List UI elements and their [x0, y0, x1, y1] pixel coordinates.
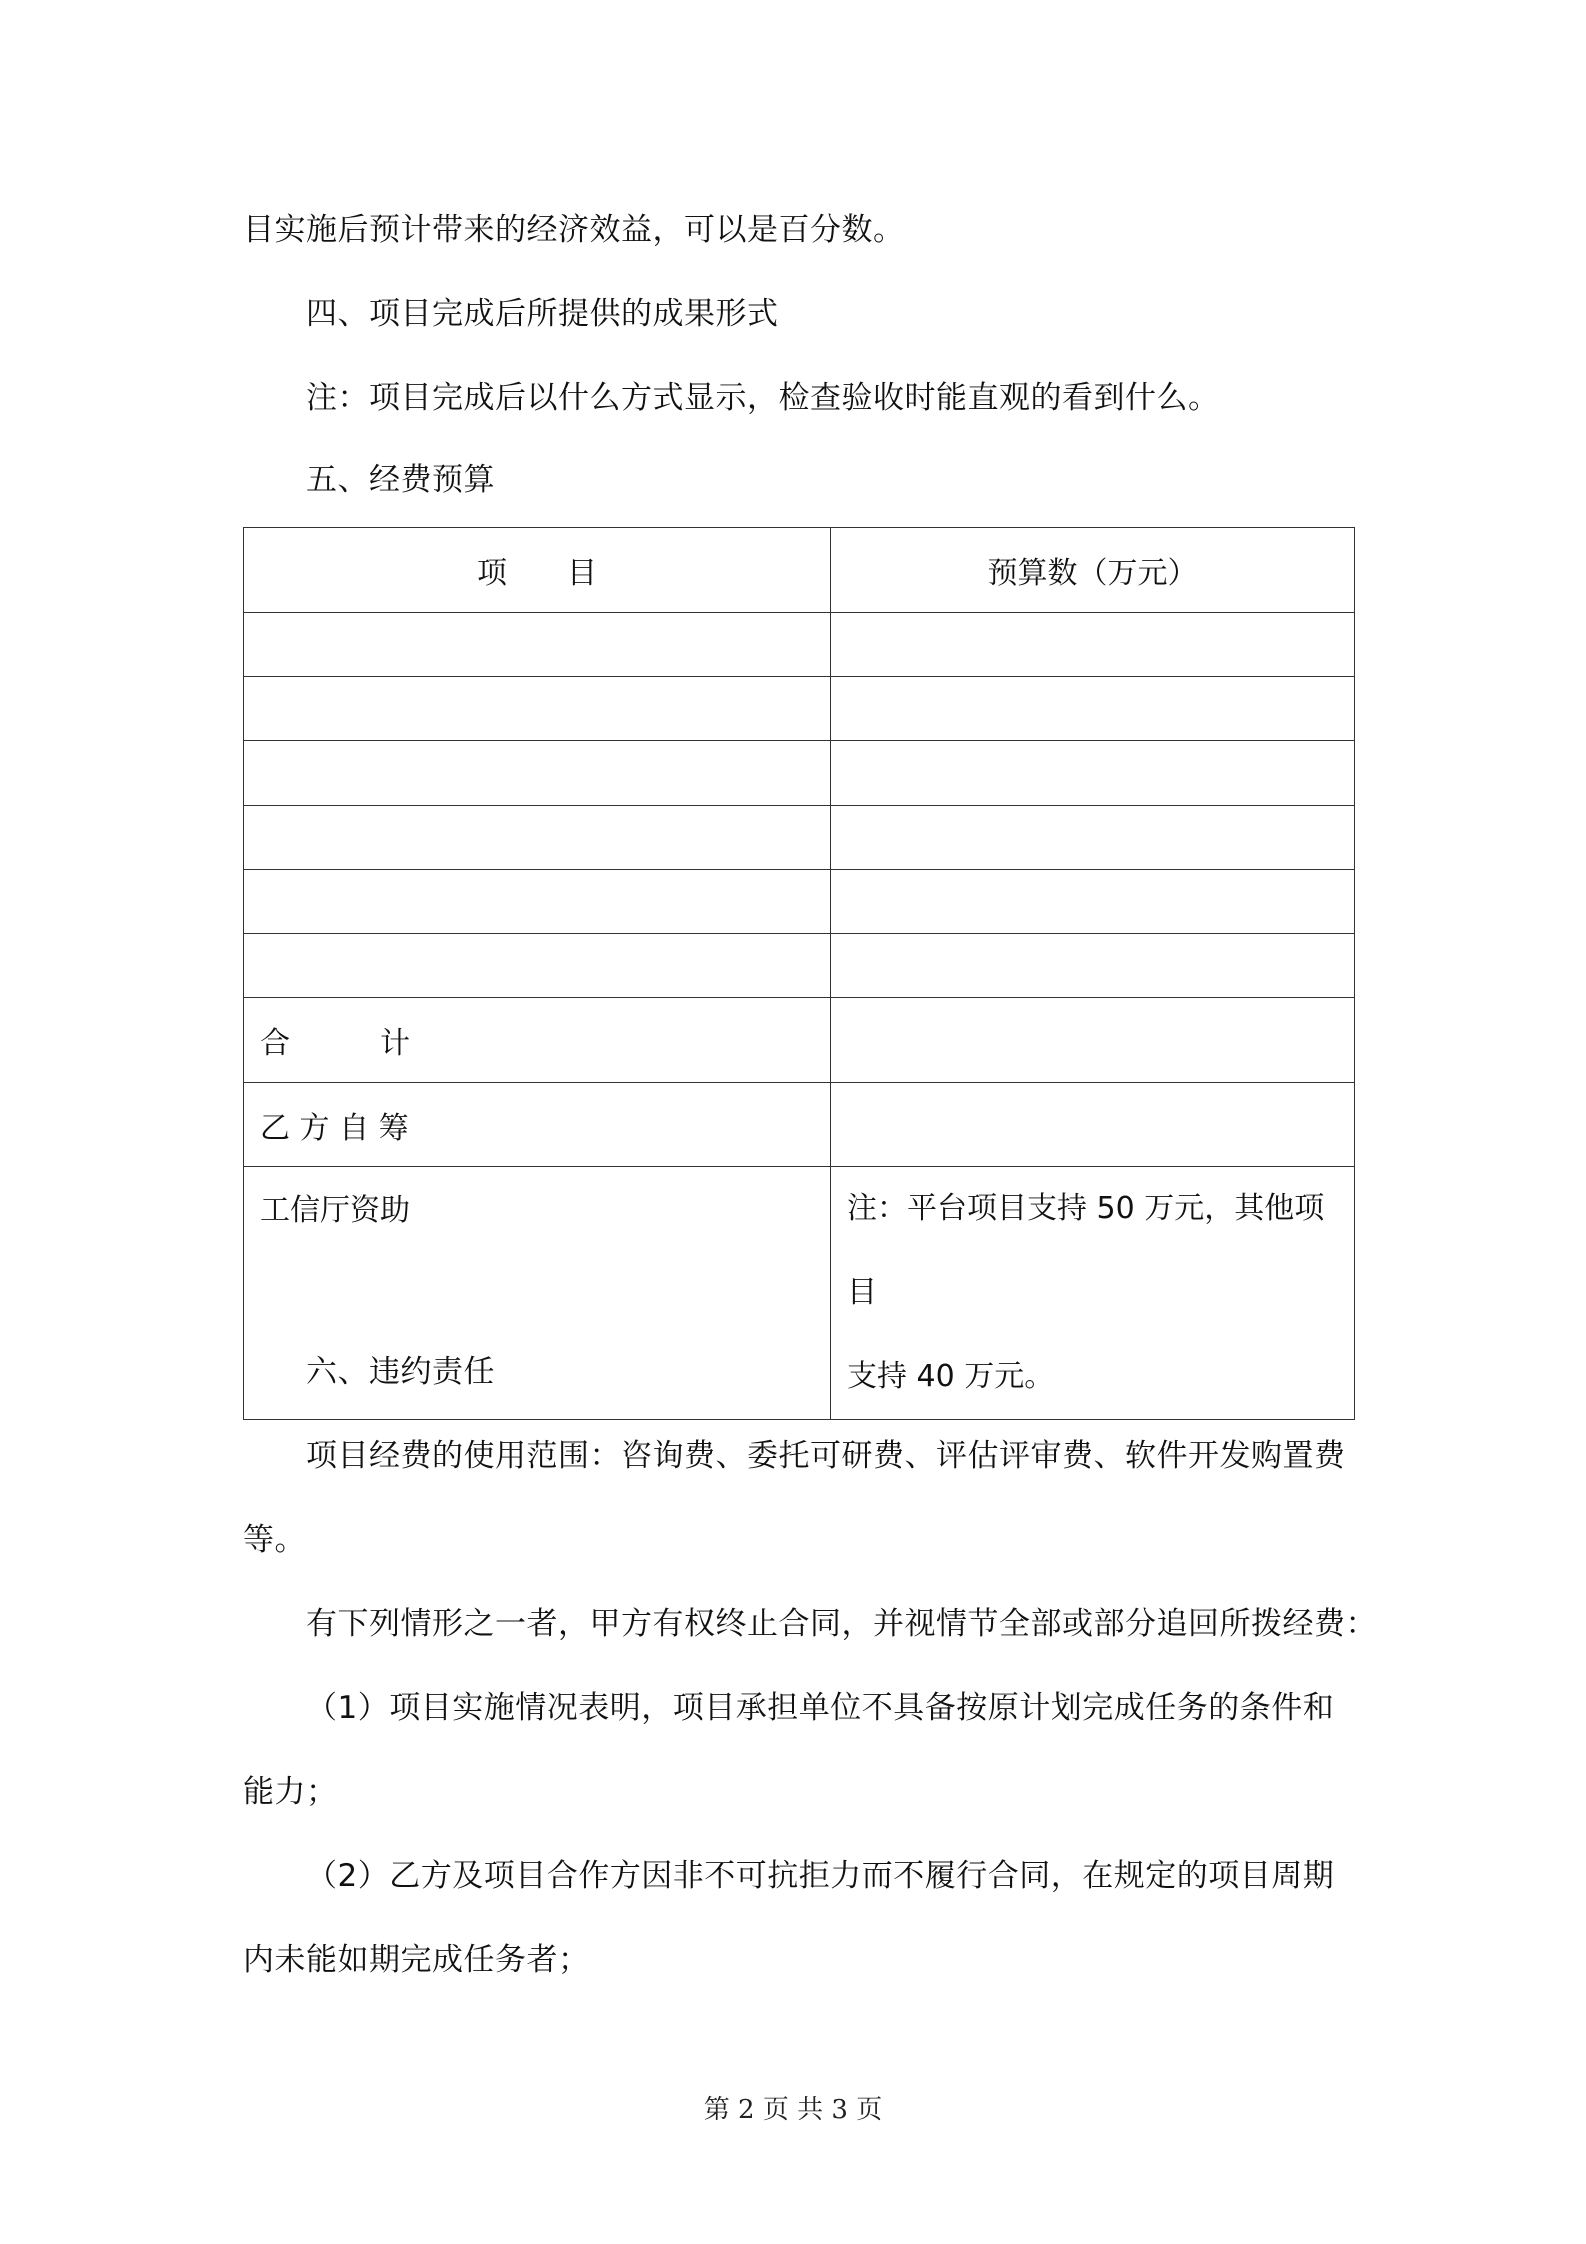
clause-2-line-1: （2）乙方及项目合作方因非不可抗拒力而不履行合同，在规定的项目周期	[306, 1858, 1335, 1894]
table-header-row	[244, 528, 1355, 613]
table-cell	[244, 677, 831, 741]
note-section-4: 注：项目完成后以什么方式显示，检查验收时能直观的看到什么。	[306, 380, 1220, 416]
aid-label: 工信厅资助	[244, 1167, 831, 1420]
clause-1-line-2: 能力；	[243, 1774, 338, 1810]
self-raised-label: 乙 方 自 筹	[244, 1083, 831, 1167]
table-cell	[831, 613, 1355, 677]
table-cell	[831, 870, 1355, 934]
budget-table	[243, 527, 1355, 1420]
clause-1-line-1: （1）项目实施情况表明，项目承担单位不具备按原计划完成任务的条件和	[306, 1690, 1335, 1726]
table-row	[244, 741, 1355, 806]
total-amount-cell	[831, 998, 1355, 1083]
termination-intro: 有下列情形之一者，甲方有权终止合同，并视情节全部或部分追回所拨经费：	[306, 1606, 1377, 1642]
page-footer: 第 2 页 共 3 页	[703, 2095, 883, 2125]
table-cell	[831, 741, 1355, 806]
table-row	[244, 613, 1355, 677]
table-cell	[244, 741, 831, 806]
funding-scope-line-1: 项目经费的使用范围：咨询费、委托可研费、评估评审费、软件开发购置费	[306, 1438, 1346, 1474]
funding-scope-line-2: 等。	[243, 1522, 306, 1558]
table-row	[244, 677, 1355, 741]
aid-note-line-1: 注：平台项目支持 50 万元，其他项目	[847, 1191, 1325, 1310]
heading-section-5: 五、经费预算	[306, 462, 495, 498]
aid-note-line-2: 支持 40 万元。	[847, 1359, 1055, 1394]
table-cell	[831, 934, 1355, 998]
heading-section-4: 四、项目完成后所提供的成果形式	[306, 296, 779, 332]
table-row	[244, 934, 1355, 998]
table-cell	[244, 870, 831, 934]
table-cell	[244, 934, 831, 998]
heading-section-6: 六、违约责任	[306, 1354, 495, 1390]
table-row	[244, 870, 1355, 934]
paragraph-economic-benefit: 目实施后预计带来的经济效益，可以是百分数。	[243, 212, 905, 248]
self-raised-amount-cell	[831, 1083, 1355, 1167]
table-row	[244, 806, 1355, 870]
aid-note-cell	[831, 1167, 1355, 1420]
table-row-self-raised	[244, 1083, 1355, 1167]
table-cell	[244, 806, 831, 870]
table-cell	[244, 613, 831, 677]
clause-2-line-2: 内未能如期完成任务者；	[243, 1942, 590, 1978]
table-cell	[831, 806, 1355, 870]
table-cell	[831, 677, 1355, 741]
table-row-total	[244, 998, 1355, 1083]
header-amount: 预算数（万元）	[831, 528, 1355, 613]
total-label: 合 计	[244, 998, 831, 1083]
header-item: 项 目	[244, 528, 831, 613]
